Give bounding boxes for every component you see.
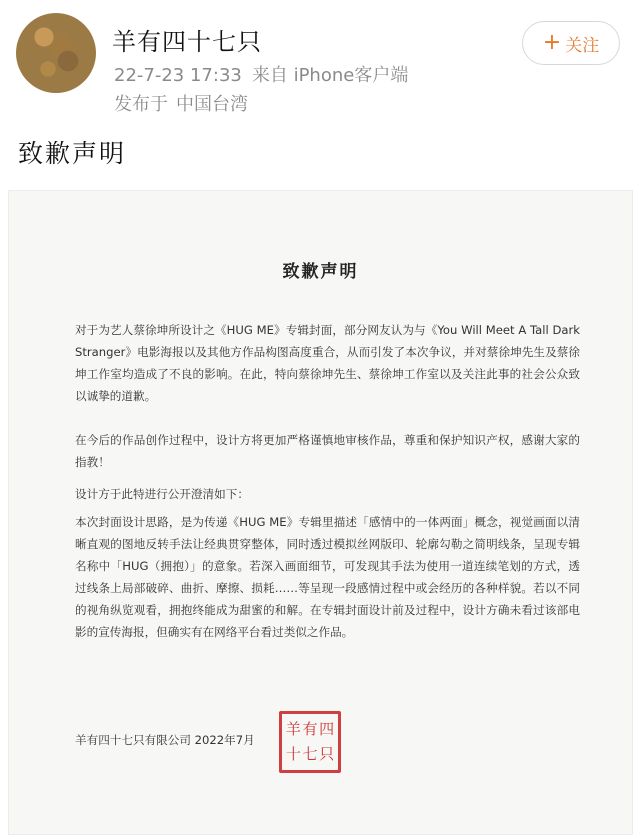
company-seal: [279, 711, 341, 773]
plus-icon: +: [542, 30, 562, 55]
document-paragraph: 对于为艺人蔡徐坤所设计之《HUG ME》专辑封面，部分网友认为与《You Will Meet A Tall Dark Stranger》电影海报以及其他方作品构图高度重合，从而引发了本次争议，并对蔡徐坤先生及蔡徐坤工作室均造成了不良的影响。在此，特向蔡徐坤先生、蔡徐坤工作室以及关注此事的社会公众致以诚挚的道歉。: [75, 323, 580, 403]
post-title: 致歉声明: [18, 139, 127, 168]
document-paragraph: 本次封面设计思路，是为传递《HUG ME》专辑里描述「感情中的一体两面」概念，视觉画面以清晰直观的图地反转手法让经典贯穿整体，同时透过模拟丝网版印、轮廓勾勒之简明线条，呈现专辑名称中「HUG（拥抱）」的意象。若深入画面细节，可发现其手法为使用一道连续笔划的方式，透过线条上局部破碎、曲折、摩擦、损耗……等呈现一段感情过程中或会经历的各种样貌。若以不同的视角纵览观看，拥抱终能成为甜蜜的和解。在专辑封面设计前及过程中，设计方确未看过该部电影的宣传海报，但确实有在网络平台看过类似之作品。: [75, 515, 580, 639]
follow-label: 关注: [565, 35, 600, 56]
seal-char: 有: [302, 720, 318, 738]
seal-char: 羊: [285, 720, 301, 738]
document-paragraph: 在今后的作品创作过程中，设计方将更加严格谨慎地审核作品，尊重和保护知识产权，感谢大家的指教！: [75, 433, 580, 469]
seal-char: 十: [285, 745, 301, 763]
seal-char: 四: [319, 720, 335, 738]
avatar[interactable]: [16, 13, 96, 93]
post-meta: [114, 61, 408, 87]
post-timestamp: 22-7-23 17:33: [114, 65, 242, 86]
seal-char: 七: [302, 745, 318, 763]
username[interactable]: 羊有四十七只: [112, 28, 262, 56]
document-paragraph: 设计方于此特进行公开澄清如下：: [75, 487, 249, 501]
document-signature: 羊有四十七只有限公司 2022年7月: [75, 733, 255, 747]
statement-image[interactable]: [8, 190, 633, 835]
seal-char: 只: [319, 745, 335, 763]
location-name: 中国台湾: [176, 94, 248, 115]
document-title: 致歉声明: [282, 262, 359, 282]
follow-button[interactable]: [522, 21, 620, 65]
post-source: 来自 iPhone客户端: [251, 65, 409, 86]
location-prefix: 发布于: [114, 94, 168, 115]
post-location: [114, 90, 248, 116]
